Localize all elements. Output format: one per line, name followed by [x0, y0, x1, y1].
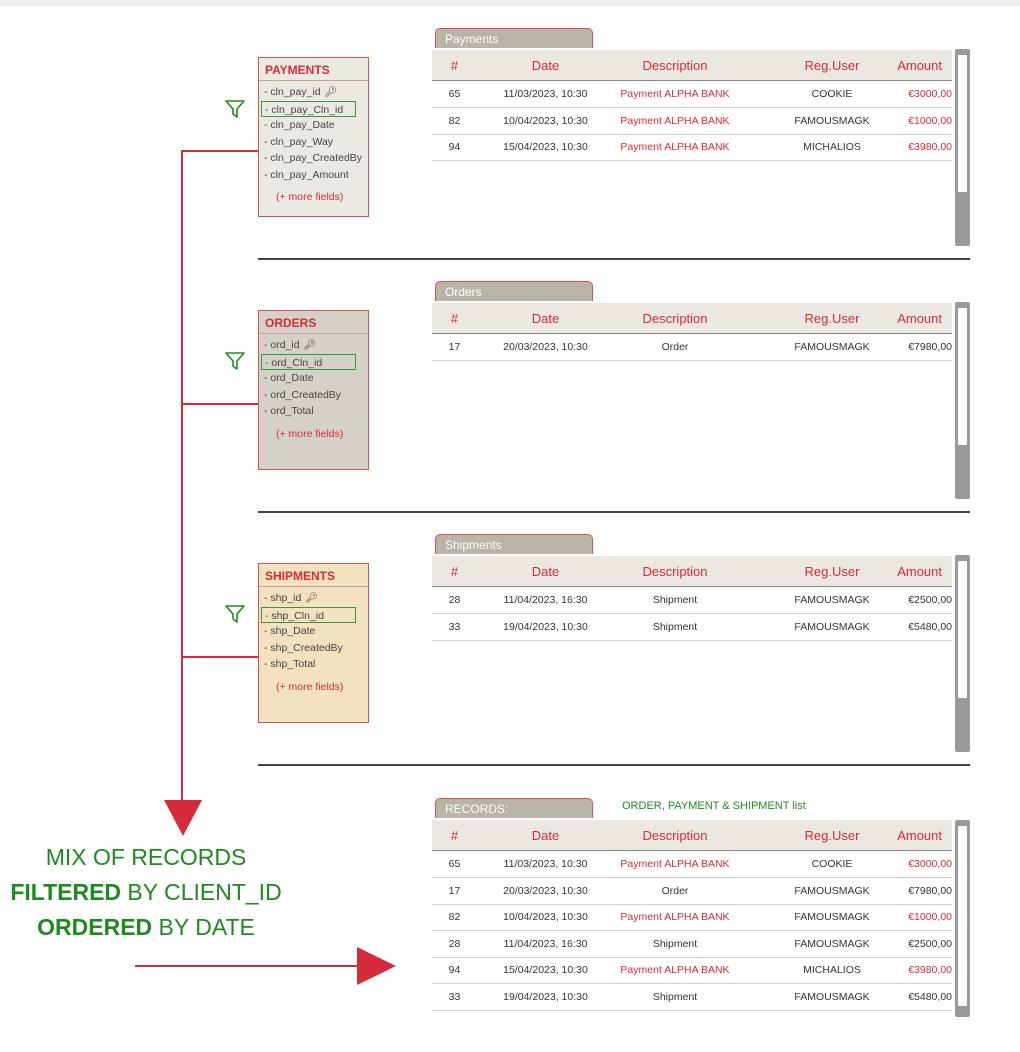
column-header[interactable]: #: [450, 58, 459, 73]
row-amount: €1000,00: [908, 911, 952, 923]
scrollbar-thumb[interactable]: [958, 55, 967, 192]
connector-orders: [181, 403, 258, 405]
row-description: Shipment: [652, 937, 698, 950]
row-id: 82: [448, 911, 461, 923]
entity-field: - shp_CreatedBy: [264, 641, 343, 654]
caption-line-2: [0, 875, 292, 910]
entity-field: - cln_pay_CreatedBy: [264, 152, 363, 164]
section-divider: [258, 764, 970, 766]
row-user: FAMOUSMAGK: [794, 884, 870, 897]
row-description: Shipment: [652, 620, 698, 633]
caption-text: BY DATE: [152, 914, 255, 940]
entity-field: - ord_Date: [264, 372, 314, 384]
row-user: MICHALIOS: [803, 964, 861, 976]
row-user: COOKIE: [811, 88, 853, 100]
caption-bold: FILTERED: [10, 879, 122, 905]
row-amount: €2500,00: [908, 937, 952, 950]
row-user: FAMOUSMAGK: [794, 990, 870, 1003]
row-id: 28: [448, 937, 461, 950]
scrollbar-thumb[interactable]: [958, 561, 967, 698]
column-header[interactable]: Date: [531, 58, 560, 73]
entity-field: - cln_pay_Date: [264, 119, 335, 131]
row-amount: €1000,00: [908, 114, 952, 127]
entity-field: - cln_pay_Way: [264, 135, 334, 148]
table-tab[interactable]: Orders: [435, 281, 593, 301]
row-amount: €2500,00: [908, 594, 952, 606]
table-header: [432, 556, 952, 587]
orders-entity: [258, 310, 369, 470]
scrollbar-thumb[interactable]: [958, 308, 967, 445]
section-divider: [258, 258, 970, 260]
row-amount: €7980,00: [908, 884, 952, 897]
row-id: 17: [448, 341, 461, 353]
row-date: 15/04/2023, 10:30: [503, 964, 588, 976]
row-id: 65: [448, 88, 461, 100]
entity-title: SHIPMENTS: [259, 564, 368, 587]
row-user: FAMOUSMAGK: [794, 594, 870, 606]
table-tab[interactable]: RECORDS:: [435, 798, 593, 818]
entity-field: - ord_Total: [264, 405, 314, 417]
row-description: Payment ALPHA BANK: [620, 911, 730, 923]
row-amount: €3000,00: [908, 88, 952, 100]
row-date: 10/04/2023, 10:30: [503, 911, 588, 923]
column-header[interactable]: Date: [531, 311, 560, 326]
row-description: Payment ALPHA BANK: [620, 114, 730, 127]
column-header[interactable]: Reg.User: [804, 828, 860, 843]
entity-field: - cln_pay_Amount: [264, 168, 349, 181]
entity-field: - ord_CreatedBy: [264, 388, 342, 401]
row-id: 65: [448, 858, 461, 870]
entity-field: - shp_id 🔑︎: [259, 590, 368, 607]
row-id: 28: [448, 594, 461, 606]
caption-line-3: [0, 910, 292, 945]
arrow-right-icon: [357, 946, 397, 986]
entity-field-foreign-key: - ord_Cln_id: [261, 354, 356, 371]
entity-field: - cln_pay_id 🔑︎: [259, 84, 368, 101]
table-row[interactable]: [432, 134, 952, 161]
column-header[interactable]: #: [450, 564, 459, 579]
scrollbar[interactable]: [955, 302, 970, 499]
row-user: FAMOUSMAGK: [794, 911, 870, 923]
entity-field-foreign-key: - shp_Cln_id: [261, 607, 356, 624]
key-icon: 🔑︎: [303, 340, 317, 351]
table-row[interactable]: [432, 957, 952, 984]
column-header[interactable]: Description: [642, 828, 708, 843]
caption-text: BY CLIENT_ID: [121, 879, 282, 905]
key-icon: 🔑︎: [305, 593, 319, 604]
row-date: 11/04/2023, 16:30: [503, 594, 588, 606]
row-description: Shipment: [652, 990, 698, 1003]
row-date: 15/04/2023, 10:30: [503, 141, 588, 153]
table-row[interactable]: [432, 334, 952, 361]
row-user: MICHALIOS: [803, 141, 861, 153]
row-date: 19/04/2023, 10:30: [503, 620, 588, 633]
funnel-filter-icon: [224, 604, 246, 624]
entity-title: PAYMENTS: [259, 58, 368, 81]
entity-field-foreign-key: - cln_pay_Cln_id: [261, 101, 356, 118]
scrollbar[interactable]: [955, 820, 970, 1017]
scrollbar[interactable]: [955, 49, 970, 246]
caption-bold: ORDERED: [37, 914, 153, 940]
row-id: 94: [448, 964, 461, 976]
column-header[interactable]: Description: [642, 311, 708, 326]
caption-line-1: MIX OF RECORDS: [45, 844, 247, 870]
row-amount: €3000,00: [908, 858, 952, 870]
column-header[interactable]: Reg.User: [804, 311, 860, 326]
column-header[interactable]: Reg.User: [804, 58, 860, 73]
payments-entity: [258, 57, 369, 217]
column-header[interactable]: Description: [642, 58, 708, 73]
table-row[interactable]: [432, 587, 952, 614]
table-tab[interactable]: Payments: [435, 28, 593, 48]
entity-fields: [259, 81, 368, 183]
row-date: 11/03/2023, 10:30: [503, 858, 588, 870]
column-header[interactable]: Amount: [897, 828, 942, 843]
table-header: [432, 50, 952, 81]
table-header: [432, 303, 952, 334]
entity-title: ORDERS: [259, 311, 368, 334]
shipments-entity: [258, 563, 369, 723]
row-description: Payment ALPHA BANK: [620, 141, 730, 153]
more-fields-link: (+ more fields): [276, 427, 344, 440]
more-fields-link: (+ more fields): [276, 680, 344, 693]
funnel-filter-icon: [224, 99, 246, 119]
table-row[interactable]: [432, 878, 952, 905]
column-header[interactable]: #: [450, 311, 459, 326]
row-user: COOKIE: [811, 858, 853, 870]
connector-payments: [181, 150, 258, 152]
column-header[interactable]: Amount: [897, 564, 942, 579]
column-header[interactable]: Amount: [897, 58, 942, 73]
entity-field: - shp_Total: [264, 658, 316, 670]
row-date: 11/04/2023, 16:30: [503, 937, 588, 950]
row-amount: €3980,00: [908, 964, 952, 976]
top-bar: [0, 0, 1020, 6]
more-fields-link: (+ more fields): [276, 191, 344, 203]
row-description: Payment ALPHA BANK: [620, 858, 730, 870]
row-date: 20/03/2023, 10:30: [503, 341, 588, 353]
row-amount: €5480,00: [908, 620, 952, 633]
table-row[interactable]: [432, 931, 952, 958]
table-row[interactable]: [432, 904, 952, 931]
row-id: 17: [448, 884, 461, 897]
scrollbar-thumb[interactable]: [958, 826, 967, 1006]
table-tab[interactable]: Shipments: [435, 534, 593, 554]
row-date: 19/04/2023, 10:30: [503, 990, 588, 1003]
row-date: 10/04/2023, 10:30: [503, 114, 588, 127]
row-user: FAMOUSMAGK: [794, 114, 870, 127]
row-amount: €7980,00: [908, 341, 952, 353]
row-amount: €5480,00: [908, 990, 952, 1003]
funnel-filter-icon: [224, 351, 246, 371]
column-header[interactable]: #: [450, 828, 459, 843]
row-amount: €3980,00: [908, 141, 952, 153]
column-header[interactable]: Date: [531, 828, 560, 843]
key-icon: 🔑︎: [324, 87, 338, 98]
row-id: 33: [448, 990, 461, 1003]
connector-to-records: [135, 965, 360, 967]
column-header[interactable]: Amount: [897, 311, 942, 326]
row-user: FAMOUSMAGK: [794, 620, 870, 633]
row-id: 33: [448, 620, 461, 633]
records-note: ORDER, PAYMENT & SHIPMENT list: [622, 800, 806, 812]
table-row[interactable]: [432, 851, 952, 878]
row-date: 11/03/2023, 10:30: [503, 88, 588, 100]
row-date: 20/03/2023, 10:30: [503, 884, 588, 897]
row-description: Payment ALPHA BANK: [620, 964, 730, 976]
row-description: Payment ALPHA BANK: [620, 88, 730, 100]
row-description: Shipment: [652, 594, 698, 606]
row-user: FAMOUSMAGK: [794, 937, 870, 950]
entity-fields: [259, 587, 368, 673]
entity-fields: [259, 334, 368, 420]
column-header[interactable]: Description: [642, 564, 708, 579]
connector-shipments: [181, 656, 258, 658]
arrow-down-icon: [163, 800, 203, 838]
table-row[interactable]: [432, 614, 952, 641]
section-divider: [258, 511, 970, 513]
entity-field: - ord_id 🔑︎: [259, 337, 368, 354]
row-description: Order: [661, 341, 689, 353]
entity-field: - shp_Date: [264, 625, 316, 637]
table-header: [432, 820, 952, 851]
table-row[interactable]: [432, 81, 952, 108]
scrollbar[interactable]: [955, 555, 970, 752]
row-user: FAMOUSMAGK: [794, 341, 870, 353]
column-header[interactable]: Reg.User: [804, 564, 860, 579]
connector-vertical: [181, 150, 183, 802]
table-row[interactable]: [432, 984, 952, 1011]
column-header[interactable]: Date: [531, 564, 560, 579]
row-id: 82: [448, 114, 461, 127]
table-row[interactable]: [432, 108, 952, 135]
row-id: 94: [448, 141, 461, 153]
row-description: Order: [661, 884, 689, 897]
